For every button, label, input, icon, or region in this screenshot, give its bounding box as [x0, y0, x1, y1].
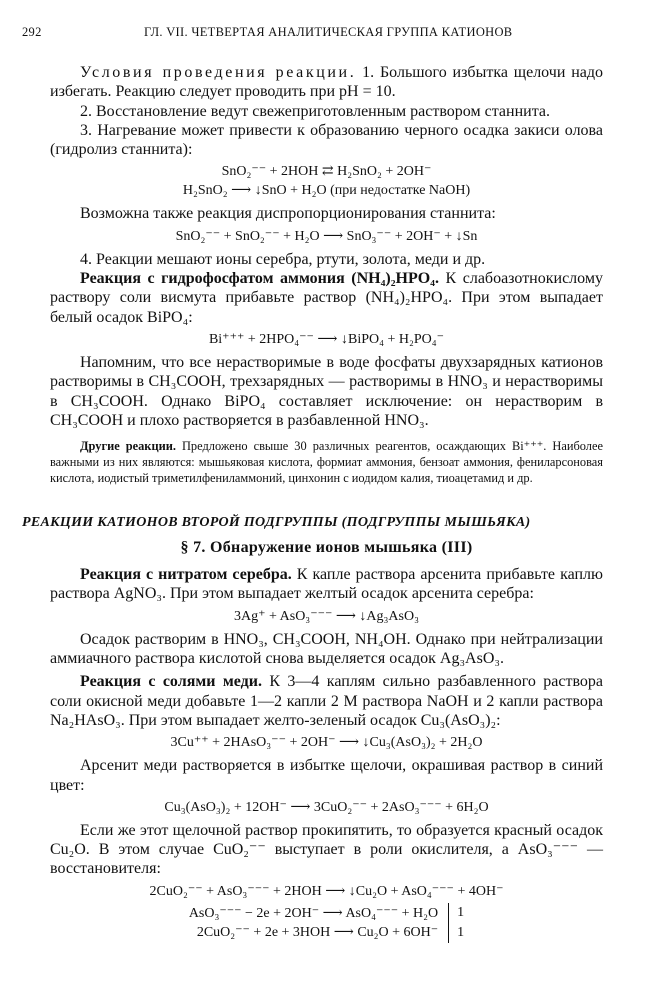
half-reaction-coefficients [457, 903, 464, 943]
equation-hydrolysis-1: SnO₂⁻⁻ + 2HOH ⇄ H₂SnO₂ + 2OH⁻ [221, 164, 432, 180]
page-number: 292 [22, 25, 42, 39]
condition-4: 4. Реакции мешают ионы серебра, ртути, золота, меди и др. [80, 250, 486, 268]
coefficient-reduction: 1 [457, 924, 465, 940]
copper-paragraph [50, 672, 603, 730]
condition-3: 3. Нагревание может привести к образованию черного осадка закиси олова (гидролиз станнита): [50, 121, 603, 159]
phosphate-title: Реакция с гидрофосфатом аммония (NH₄)₂HPO₄. [80, 270, 439, 288]
phosphate-paragraph [50, 269, 603, 327]
equation-redox: 2CuO₂⁻⁻ + AsO₃⁻⁻⁻ + 2HOH ⟶ ↓Cu₂O + AsO₄⁻⁻⁻ + 4OH⁻ [149, 883, 504, 899]
silver-title: Реакция с нитратом серебра. [80, 566, 292, 584]
half-reaction-reduction: 2CuO₂⁻⁻ + 2e + 3HOH ⟶ Cu₂O + 6OH⁻ [196, 924, 439, 940]
silver-paragraph [50, 565, 603, 604]
condition-1: 1. Большого избытка щелочи надо избегать. Реакцию следует проводить при pH = 10. [50, 64, 604, 101]
redox-block [50, 882, 603, 943]
conditions-label: Условия проведения реакции. [80, 64, 357, 81]
other-reactions-note [50, 439, 603, 486]
other-reactions-text: Предложено свыше 30 различных реагентов, осаждающих Bi⁺⁺⁺. Наиболее важными из них являются: мышьяковая кислота, формиат аммония, бензоат аммония, фениларсоновая кислота, иодистый триметилфениламмоний, цинхонин с иодидом калия, тиоацетамид и др. [50, 439, 603, 485]
paragraph-title: § 7. Обнаружение ионов мышьяка (III) [180, 538, 473, 556]
equation-disproportionation: SnO₂⁻⁻ + SnO₂⁻⁻ + H₂O ⟶ SnO₃⁻⁻ + 2OH⁻ + ↓Sn [175, 228, 478, 244]
condition-2: 2. Восстановление ведут свежеприготовленным раствором станнита. [80, 102, 550, 120]
equation-phosphate: Bi⁺⁺⁺ + 2HPO₄⁻⁻ ⟶ ↓BiPO₄ + H₂PO₄⁻ [208, 331, 445, 347]
coefficient-oxidation: 1 [457, 904, 465, 920]
phosphate-text: К слабоазотнокислому раствору соли висмута прибавьте раствор (NH₄)₂HPO₄. При этом выпадает белый осадок BiPO₄: [50, 270, 603, 326]
half-reaction-equations [189, 904, 438, 942]
page-body [22, 63, 604, 947]
section-title: РЕАКЦИИ КАТИОНОВ ВТОРОЙ ПОДГРУППЫ (ПОДГРУППЫ МЫШЬЯКА) [22, 514, 531, 530]
other-reactions-title: Другие реакции. [80, 439, 176, 454]
silver-text: К капле раствора арсенита прибавьте каплю раствора AgNO₃. При этом выпадает желтый осадок арсенита серебра: [50, 566, 603, 603]
phosphate-note: Напомним, что все нерастворимые в воде фосфаты двухзарядных катионов растворимы в CH₃COOH, трехзарядных — растворимы в HNO₃ и нерастворимы в CH₃COOH. Однако BiPO₄ составляет исключение: он нерастворим в CH₃COOH и плохо растворяется в разбавленной HNO₃. [50, 353, 603, 429]
half-reactions [50, 903, 603, 943]
disproportionation-intro: Возможна также реакция диспропорционирования станнита: [80, 205, 496, 223]
copper-alkali-note: Арсенит меди растворяется в избытке щелочи, окрашивая раствор в синий цвет: [50, 757, 603, 794]
equation-copper-alkali: Cu₃(AsO₃)₂ + 12OH⁻ ⟶ 3CuO₂⁻⁻ + 2AsO₃⁻⁻⁻ + 6H₂O [164, 799, 489, 815]
copper-boil-note: Если же этот щелочной раствор прокипятить, то образуется красный осадок Cu₂O. В этом случае CuO₂⁻⁻ выступает в роли окислителя, а AsO₃⁻⁻⁻ — восстановителя: [50, 821, 603, 878]
ratio-bracket [448, 903, 449, 943]
copper-text: К 3—4 каплям сильно разбавленного раствора соли окисной меди добавьте 1—2 капли 2 M раствора NaOH и 2 капли раствора Na₂HAsO₃. При этом выпадает желто-зеленый осадок Cu₃(AsO₃)₂: [50, 673, 604, 729]
copper-title: Реакция с солями меди. [80, 673, 262, 691]
conditions-paragraph [50, 63, 603, 102]
hydrolysis-equations [50, 162, 603, 200]
equation-hydrolysis-2: H₂SnO₂ ⟶ ↓SnO + H₂O (при недостатке NaOH) [182, 183, 471, 199]
silver-note: Осадок растворим в HNO₃, CH₃COOH, NH₄OH. Однако при нейтрализации аммиачного раствора кислотой снова выделяется осадок Ag₃AsO₃. [50, 630, 603, 668]
equation-copper: 3Cu⁺⁺ + 2HAsO₃⁻⁻ + 2OH⁻ ⟶ ↓Cu₃(AsO₃)₂ + 2H₂O [170, 735, 483, 751]
half-reaction-oxidation: AsO₃⁻⁻⁻ − 2e + 2OH⁻ ⟶ AsO₄⁻⁻⁻ + H₂O [188, 905, 439, 921]
running-title: ГЛ. VII. ЧЕТВЕРТАЯ АНАЛИТИЧЕСКАЯ ГРУППА КАТИОНОВ [144, 25, 513, 39]
equation-silver: 3Ag⁺ + AsO₃⁻⁻⁻ ⟶ ↓Ag₃AsO₃ [234, 608, 419, 624]
